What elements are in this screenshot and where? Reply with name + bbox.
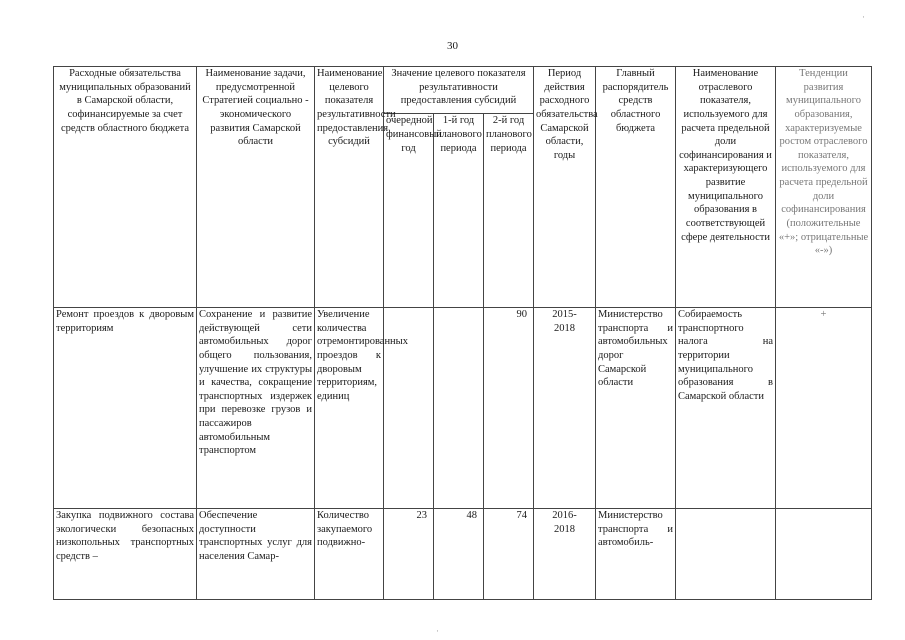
cell-trend: + bbox=[776, 308, 872, 509]
cell-task: Сохранение и развитие действующей сети автомобильных дорог общего пользования, улучшение их структуры и качества, сокращение транспортных издержек при перевозке грузов и пассажиров автомобильным транспортом bbox=[197, 308, 315, 509]
cell-sector-indicator: Собираемость транспортного налога на территории муниципального образования в Самарской области bbox=[676, 308, 776, 509]
header-current-year: очередной финансовый год bbox=[384, 114, 434, 308]
cell-trend bbox=[776, 509, 872, 600]
table-header-row bbox=[54, 67, 872, 114]
header-plan-year-2: 2-й год планового периода bbox=[484, 114, 534, 308]
cell-obligation: Закупка подвижного состава экологически безопасных низкопольных транспортных средств – bbox=[54, 509, 197, 600]
cell-administrator: Министерство транспорта и автомобиль- bbox=[596, 509, 676, 600]
cell-year2: 90 bbox=[484, 308, 534, 509]
scan-artifact-dot: · bbox=[862, 12, 865, 22]
header-sector-indicator: Наименование отраслевого показателя, используемого для расчета предельной доли софинансирования и характеризующего развитие муниципального образования в соответствующей сфере деятельности bbox=[676, 67, 776, 308]
cell-indicator: Количество закупаемого подвижно- bbox=[315, 509, 384, 600]
cell-period: 2015- 2018 bbox=[534, 308, 596, 509]
table-row bbox=[54, 308, 872, 509]
page-number: 30 bbox=[447, 40, 458, 52]
cell-task: Обеспечение доступности транспортных услуг для населения Самар- bbox=[197, 509, 315, 600]
header-task: Наименование задачи, предусмотренной Стратегией социально - экономического развития Самарской области bbox=[197, 67, 315, 308]
table-row bbox=[54, 509, 872, 600]
cell-year1 bbox=[434, 308, 484, 509]
cell-year2: 74 bbox=[484, 509, 534, 600]
header-indicator: Наименование целевого показателя результативности предоставления субсидий bbox=[315, 67, 384, 308]
cell-year0: 23 bbox=[384, 509, 434, 600]
header-administrator: Главный распорядитель средств областного бюджета bbox=[596, 67, 676, 308]
subsidy-table bbox=[53, 66, 872, 600]
scan-artifact-dot-bottom: · bbox=[436, 626, 439, 636]
cell-period: 2016- 2018 bbox=[534, 509, 596, 600]
cell-sector-indicator bbox=[676, 509, 776, 600]
header-target-values: Значение целевого показателя результативности предоставления субсидий bbox=[384, 67, 534, 114]
cell-indicator: Увеличение количества отремонтированных проездов к дворовым территориям, единиц bbox=[315, 308, 384, 509]
header-plan-year-1: 1-й год планового периода bbox=[434, 114, 484, 308]
header-period: Период действия расходного обязательства Самарской области, годы bbox=[534, 67, 596, 308]
header-trend: Тенденции развития муниципального образования, характеризуемые ростом отраслевого показателя, используемого для расчета предельной доли софинансирования (положительные «+»; отрицательные «-») bbox=[776, 67, 872, 308]
cell-obligation: Ремонт проездов к дворовым территориям bbox=[54, 308, 197, 509]
header-obligation: Расходные обязательства муниципальных образований в Самарской области, софинансируемые за счет средств областного бюджета bbox=[54, 67, 197, 308]
cell-administrator: Министерство транспорта и автомобильных дорог Самарской области bbox=[596, 308, 676, 509]
cell-year1: 48 bbox=[434, 509, 484, 600]
